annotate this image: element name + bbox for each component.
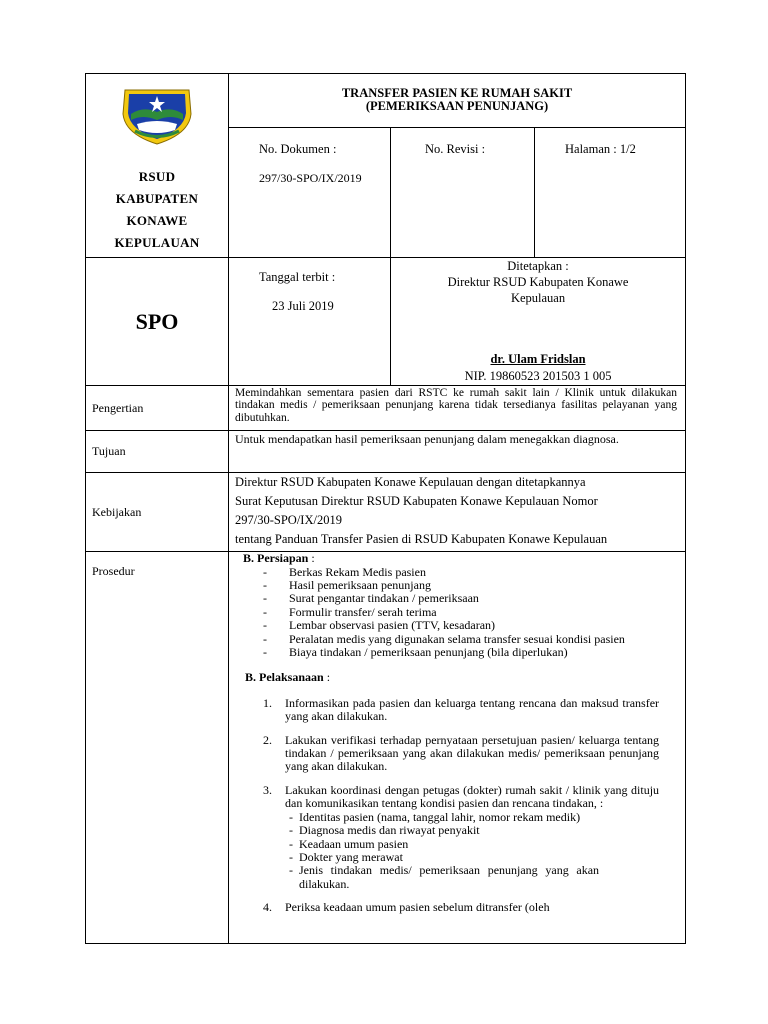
emblem-icon [86, 84, 228, 146]
no-dokumen-cell [229, 128, 391, 258]
sub-list-item: - Identitas pasien (nama, tanggal lahir, nomor rekam medik) [289, 809, 581, 824]
ditetapkan-cell [391, 258, 686, 386]
kebijakan-label: Kebijakan [92, 504, 142, 519]
pengertian-label-cell [86, 386, 229, 431]
prosedur-content [229, 552, 686, 944]
persiapan-heading-text: B. Persiapan [243, 551, 309, 565]
sub-list-item: - Dokter yang merawat [289, 849, 403, 864]
list-item: - Surat pengantar tindakan / pemeriksaan [263, 591, 479, 606]
step-3-sublist [285, 811, 659, 891]
document-title-line-1: TRANSFER PASIEN KE RUMAH SAKIT [341, 86, 573, 100]
document-title-line-2: (PEMERIKSAAN PENUNJANG) [365, 99, 549, 113]
halaman-label: Halaman : 1/2 [565, 142, 636, 156]
step-item: 3. Lakukan koordinasi dengan petugas (dokter) rumah sakit / klinik yang dituju dan komunikasikan tentang kondisi pasien dan rencana tindakan, : - Identitas pasien (nama, tanggal lahir, nomor rekam medik) - Diagnosa medis dan riwayat penyakit - Keadaan umum pasien - Dokter yang merawat - Jenis tindakan medis/ pemeriksaan penunjang yang akan dilakukan. [263, 782, 660, 891]
list-item: - Formulir transfer/ serah terima [263, 604, 437, 619]
signer-name: dr. Ulam Fridslan [490, 352, 586, 366]
pengertian-content [229, 386, 686, 431]
document-title [229, 74, 686, 128]
list-item: - Lembar observasi pasien (TTV, kesadaran) [263, 618, 496, 633]
step-item: 4. Periksa keadaan umum pasien sebelum ditransfer (oleh [263, 900, 550, 915]
pelaksanaan-heading-text: B. Pelaksanaan [245, 670, 324, 685]
halaman-cell [535, 128, 686, 258]
no-revisi-cell [391, 128, 535, 258]
spo-label-cell [86, 258, 229, 386]
persiapan-heading-suffix: : [308, 551, 315, 565]
kebijakan-line-2: Surat Keputusan Direktur RSUD Kabupaten Konawe Kepulauan Nomor [235, 494, 598, 508]
tujuan-content [229, 431, 686, 473]
tanggal-value: 23 Juli 2019 [272, 299, 334, 313]
sub-list-item: - Diagnosa medis dan riwayat penyakit [289, 823, 480, 838]
tanggal-label: Tanggal terbit : [259, 270, 336, 284]
tanggal-cell [229, 258, 391, 386]
ditetapkan-label: Ditetapkan : [507, 259, 569, 273]
pengertian-label: Pengertian [92, 400, 144, 415]
kebijakan-line-1: Direktur RSUD Kabupaten Konawe Kepulauan dengan ditetapkannya [235, 475, 586, 489]
pelaksanaan-heading [235, 671, 659, 685]
hospital-cell [86, 74, 229, 258]
hospital-name-line-3: KONAWE [126, 213, 188, 228]
no-revisi-label: No. Revisi : [425, 142, 486, 156]
tujuan-text: Untuk mendapatkan hasil pemeriksaan penunjang dalam menegakkan diagnosa. [235, 432, 619, 446]
no-dokumen-label: No. Dokumen : [259, 142, 337, 156]
kebijakan-label-cell [86, 473, 229, 552]
prosedur-label-cell [86, 552, 229, 944]
tujuan-label-cell [86, 431, 229, 473]
step-item: 1. Informasikan pada pasien dan keluarga tentang rencana dan maksud transfer yang akan dilakukan. [263, 695, 660, 724]
persiapan-list [235, 566, 659, 660]
hospital-name-line-4: KEPULAUAN [114, 235, 200, 250]
kebijakan-line-4: tentang Panduan Transfer Pasien di RSUD Kabupaten Konawe Kepulauan [235, 532, 608, 546]
pelaksanaan-steps [235, 697, 659, 915]
list-item: - Peralatan medis yang digunakan selama transfer sesuai kondisi pasien [263, 631, 625, 646]
sub-list-item: - Keadaan umum pasien [289, 836, 409, 851]
persiapan-heading [235, 552, 659, 566]
step-item: 2. Lakukan verifikasi terhadap pernyataan persetujuan pasien/ keluarga tentang tindakan / pemeriksaan yang akan dilakukan medis/ pemeriksaan penunjang yang akan dilakukan. [263, 732, 660, 774]
pengertian-text: Memindahkan sementara pasien dari RSTC ke rumah sakit lain / Klinik untuk dilakukan tindakan medis / pemeriksaan penunjang karena tidak tersedianya fasilitas pelayanan yang dibutuhkan. [235, 387, 678, 424]
kebijakan-content [229, 473, 686, 552]
sub-list-item: - Jenis tindakan medis/ pemeriksaan penunjang yang akan dilakukan. [289, 863, 600, 891]
direktur-line-1: Direktur RSUD Kabupaten Konawe [447, 275, 629, 289]
prosedur-label: Prosedur [92, 564, 135, 578]
no-dokumen-value: 297/30-SPO/IX/2019 [259, 171, 362, 185]
spo-label: SPO [135, 308, 179, 334]
tujuan-label: Tujuan [92, 444, 126, 458]
hospital-name-line-2: KABUPATEN [115, 191, 199, 206]
list-item: - Hasil pemeriksaan penunjang [263, 577, 431, 592]
hospital-name-line-1: RSUD [138, 169, 176, 184]
kebijakan-line-3: 297/30-SPO/IX/2019 [235, 513, 342, 527]
direktur-line-2: Kepulauan [510, 291, 566, 305]
signer-nip: NIP. 19860523 201503 1 005 [464, 369, 612, 383]
spo-table [85, 73, 686, 944]
list-item: - Berkas Rekam Medis pasien [263, 564, 426, 579]
list-item: - Biaya tindakan / pemeriksaan penunjang (bila diperlukan) [263, 644, 568, 659]
pelaksanaan-heading-suffix: : [323, 670, 331, 685]
